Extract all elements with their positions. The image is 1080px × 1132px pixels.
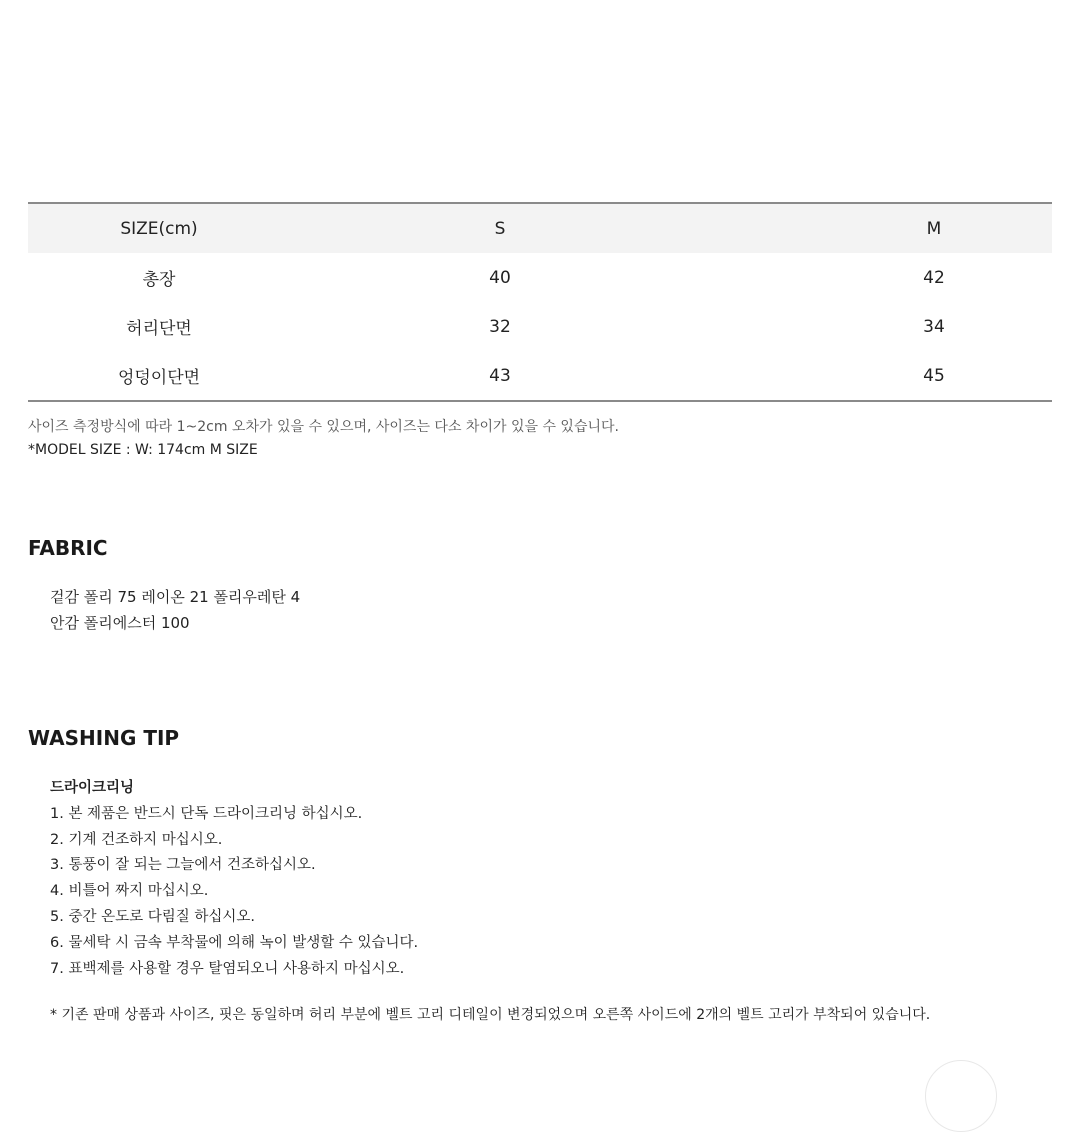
measurement-note: 사이즈 측정방식에 따라 1~2cm 오차가 있을 수 있으며, 사이즈는 다소 차이가 있을 수 있습니다.	[28, 419, 619, 435]
row-label: 엉덩이단면	[117, 368, 201, 388]
row-value-m: 34	[923, 316, 945, 337]
row-value-s: 40	[489, 267, 511, 288]
row-value-s: 32	[489, 316, 511, 337]
fabric-line: 안감 폴리에스터 100	[50, 614, 190, 632]
washing-item: 7. 표백제를 사용할 경우 탈염되오니 사용하지 마십시오.	[50, 960, 405, 977]
washing-item: 3. 통풍이 잘 되는 그늘에서 건조하십시오.	[50, 857, 316, 874]
header-size: SIZE(cm)	[120, 218, 198, 239]
washing-item: 6. 물세탁 시 금속 부착물에 의해 녹이 발생할 수 있습니다.	[50, 934, 419, 951]
watermark-circle	[925, 1060, 997, 1132]
row-label: 허리단면	[126, 319, 192, 339]
washing-item: 5. 중간 온도로 다림질 하십시오.	[50, 908, 255, 925]
row-label: 총장	[142, 270, 176, 290]
table-row	[28, 253, 1052, 302]
fabric-line: 겉감 폴리 75 레이온 21 폴리우레탄 4	[50, 588, 301, 606]
header-s: S	[494, 218, 506, 239]
table-row	[28, 302, 1052, 351]
row-value-m: 42	[923, 267, 945, 288]
fabric-title: FABRIC	[28, 536, 108, 560]
size-table	[28, 202, 1052, 402]
washing-item: 4. 비틀어 짜지 마십시오.	[50, 883, 209, 900]
washing-tip-title: WASHING TIP	[28, 726, 180, 750]
model-size-note: *MODEL SIZE : W: 174cm M SIZE	[28, 442, 258, 458]
washing-subtitle: 드라이크리닝	[50, 780, 135, 796]
row-value-m: 45	[923, 365, 945, 386]
fabric-composition	[50, 584, 300, 636]
washing-item: 2. 기계 건조하지 마십시오.	[50, 831, 223, 848]
table-row	[28, 351, 1052, 400]
header-m: M	[926, 218, 942, 239]
washing-instructions	[50, 776, 418, 982]
washing-item: 1. 본 제품은 반드시 단독 드라이크리닝 하십시오.	[50, 805, 363, 822]
detail-change-footnote: * 기존 판매 상품과 사이즈, 핏은 동일하며 허리 부분에 벨트 고리 디테일이 변경되었으며 오른쪽 사이드에 2개의 벨트 고리가 부착되어 있습니다.	[50, 1007, 931, 1023]
size-table-header	[28, 204, 1052, 253]
row-value-s: 43	[489, 365, 511, 386]
